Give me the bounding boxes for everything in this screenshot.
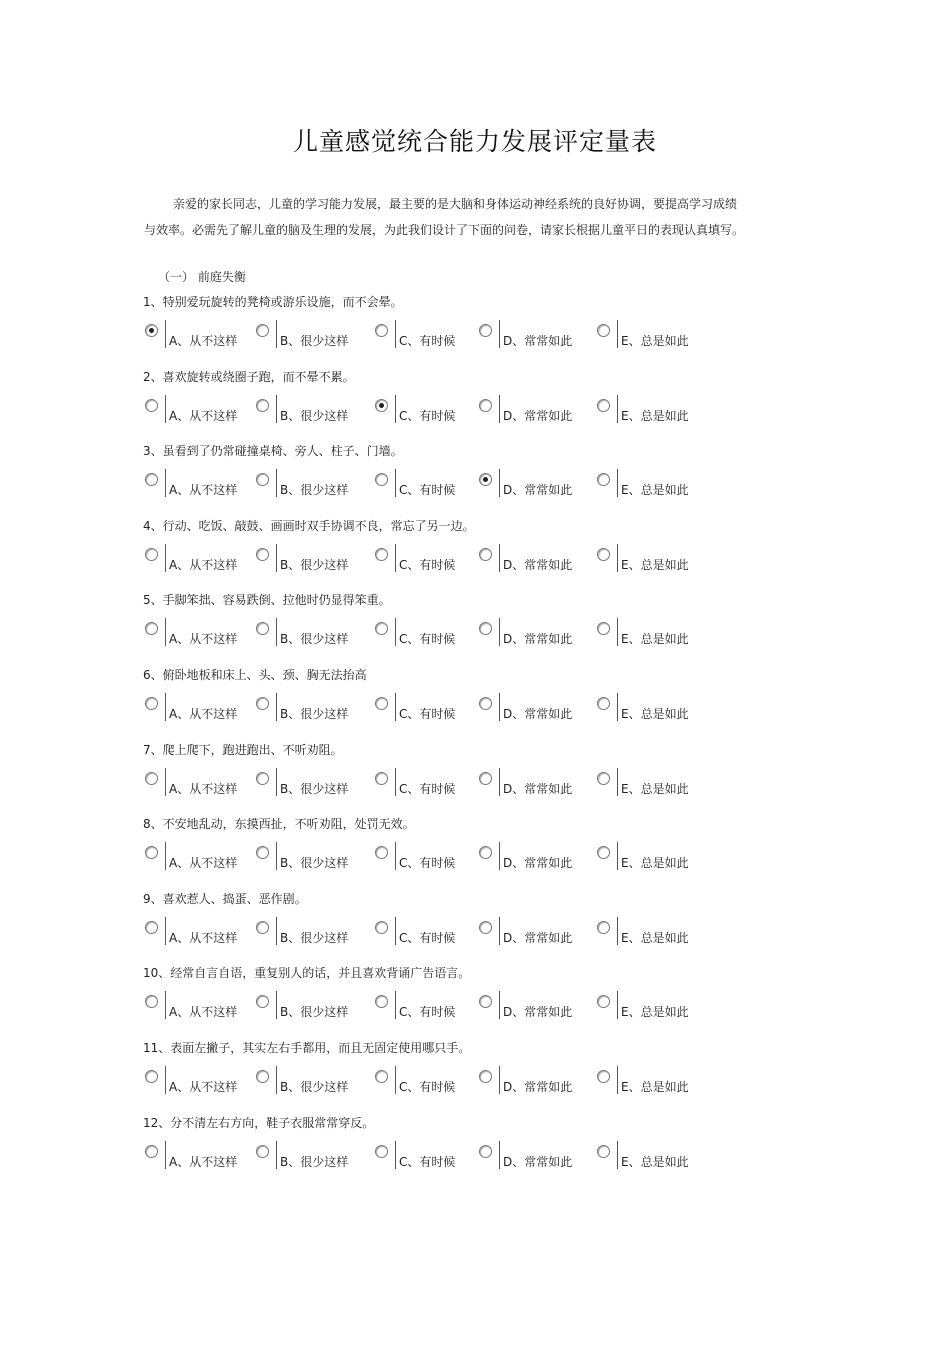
question-item: [0, 1039, 950, 1113]
question-text: 6、俯卧地板和床上、头、颈、胸无法抬高: [143, 668, 367, 682]
option-label: C、有时候: [399, 781, 456, 796]
option-label: E、总是如此: [621, 334, 689, 348]
option-divider: [276, 1141, 277, 1169]
radio-button-icon[interactable]: [375, 399, 388, 412]
question-item: [0, 964, 950, 1038]
question-text: 9、喜欢惹人、捣蛋、恶作剧。: [143, 891, 307, 906]
option-label: E、总是如此: [621, 781, 689, 796]
option-label: C、有时候: [399, 334, 456, 348]
option-label: D、常常如此: [503, 707, 573, 721]
radio-button-icon[interactable]: [256, 1145, 269, 1158]
option-divider: [499, 693, 500, 721]
option-divider: [617, 917, 618, 945]
option-label: D、常常如此: [503, 483, 573, 498]
section-heading: （一） 前庭失衡: [158, 270, 246, 284]
radio-button-icon[interactable]: [256, 697, 269, 710]
question-text: 10、经常自言自语，重复别人的话，并且喜欢背诵广告语言。: [143, 966, 471, 981]
radio-button-icon[interactable]: [145, 1145, 158, 1158]
option-label: C、有时候: [399, 408, 456, 423]
question-text: 2、喜欢旋转或绕圈子跑，而不晕不累。: [143, 369, 355, 384]
option-label: B、很少这样: [280, 856, 349, 871]
option-divider: [617, 768, 618, 796]
option-divider: [165, 693, 166, 721]
option-label: D、常常如此: [503, 856, 573, 871]
radio-button-icon[interactable]: [375, 622, 388, 635]
question-item: [0, 1114, 950, 1188]
option-label: B、很少这样: [280, 1154, 349, 1169]
option-divider: [499, 917, 500, 945]
radio-button-icon[interactable]: [256, 1070, 269, 1083]
option-label: A、从不这样: [169, 1005, 238, 1020]
radio-button-icon[interactable]: [375, 1145, 388, 1158]
option-label: A、从不这样: [169, 483, 238, 498]
radio-button-icon[interactable]: [597, 622, 610, 635]
question-text: 11、表面左撇子，其实左右手都用，而且无固定使用哪只手。: [143, 1041, 471, 1055]
option-label: D、常常如此: [503, 1005, 573, 1020]
question-text: 4、行动、吃饭、敲鼓、画画时双手协调不良，常忘了另一边。: [143, 518, 475, 533]
radio-button-icon[interactable]: [145, 473, 158, 486]
question-text: 12、分不清左右方向，鞋子衣服常常穿反。: [143, 1115, 375, 1130]
option-divider: [395, 693, 396, 721]
option-label: C、有时候: [399, 1080, 456, 1094]
radio-button-icon[interactable]: [145, 548, 158, 561]
option-label: C、有时候: [399, 707, 456, 721]
option-label: A、从不这样: [169, 930, 238, 945]
option-divider: [165, 618, 166, 646]
question-item: [0, 815, 950, 889]
option-label: C、有时候: [399, 1154, 456, 1169]
radio-button-icon[interactable]: [597, 995, 610, 1008]
radio-button-icon[interactable]: [145, 846, 158, 859]
radio-button-icon[interactable]: [479, 772, 492, 785]
option-label: C、有时候: [399, 1005, 456, 1020]
question-item: [0, 442, 950, 516]
radio-button-icon[interactable]: [145, 622, 158, 635]
option-divider: [395, 544, 396, 572]
option-divider: [617, 618, 618, 646]
radio-button-icon[interactable]: [375, 548, 388, 561]
option-divider: [395, 917, 396, 945]
question-text: 7、爬上爬下，跑进跑出、不听劝阻。: [143, 742, 343, 757]
radio-button-icon[interactable]: [256, 772, 269, 785]
option-divider: [165, 544, 166, 572]
radio-button-icon[interactable]: [597, 399, 610, 412]
option-divider: [617, 693, 618, 721]
radio-button-icon[interactable]: [375, 995, 388, 1008]
option-divider: [395, 991, 396, 1019]
radio-button-icon[interactable]: [597, 324, 610, 337]
option-divider: [276, 917, 277, 945]
option-divider: [276, 618, 277, 646]
question-item: [0, 666, 950, 740]
option-divider: [276, 991, 277, 1019]
option-divider: [499, 842, 500, 870]
option-divider: [165, 1066, 166, 1094]
option-divider: [395, 1141, 396, 1169]
option-divider: [395, 1066, 396, 1094]
option-label: B、很少这样: [280, 1005, 349, 1020]
radio-button-icon[interactable]: [256, 399, 269, 412]
option-divider: [276, 469, 277, 497]
option-divider: [617, 842, 618, 870]
option-divider: [395, 768, 396, 796]
option-divider: [395, 320, 396, 348]
option-divider: [617, 991, 618, 1019]
option-label: A、从不这样: [169, 408, 238, 423]
radio-button-icon[interactable]: [479, 324, 492, 337]
radio-button-icon[interactable]: [375, 324, 388, 337]
option-divider: [499, 768, 500, 796]
option-divider: [617, 469, 618, 497]
option-label: B、很少这样: [280, 483, 349, 498]
option-label: E、总是如此: [621, 483, 689, 498]
option-label: E、总是如此: [621, 1005, 689, 1020]
option-divider: [276, 842, 277, 870]
question-item: [0, 293, 950, 367]
radio-button-icon[interactable]: [479, 846, 492, 859]
option-label: E、总是如此: [621, 1154, 689, 1169]
option-label: E、总是如此: [621, 632, 689, 647]
option-divider: [276, 320, 277, 348]
question-item: [0, 890, 950, 964]
option-label: C、有时候: [399, 557, 456, 572]
radio-button-icon[interactable]: [479, 995, 492, 1008]
option-divider: [617, 320, 618, 348]
option-label: E、总是如此: [621, 1080, 689, 1094]
radio-button-icon[interactable]: [145, 1070, 158, 1083]
radio-button-icon[interactable]: [479, 622, 492, 635]
radio-button-icon[interactable]: [479, 1145, 492, 1158]
question-text: 5、手脚笨拙、容易跌倒、拉他时仍显得笨重。: [143, 593, 391, 608]
radio-button-icon[interactable]: [479, 697, 492, 710]
radio-button-icon[interactable]: [256, 995, 269, 1008]
radio-button-icon[interactable]: [145, 399, 158, 412]
intro-paragraph: 亲爱的家长同志，儿童的学习能力发展，最主要的是大脑和身体运动神经系统的良好协调，要提高学习成绩与效率。必需先了解儿童的脑及生理的发展，为此我们设计了下面的问卷，请家长根据儿童平日的表现认真填写。: [144, 197, 745, 237]
option-divider: [165, 768, 166, 796]
option-divider: [395, 842, 396, 870]
document-title: 儿童感觉统合能力发展评定量表: [292, 127, 657, 156]
radio-button-icon[interactable]: [597, 846, 610, 859]
radio-button-icon[interactable]: [375, 1070, 388, 1083]
option-label: D、常常如此: [503, 632, 573, 647]
option-divider: [617, 1066, 618, 1094]
option-label: B、很少这样: [280, 334, 349, 348]
radio-button-icon[interactable]: [597, 1145, 610, 1158]
option-divider: [165, 469, 166, 497]
option-divider: [165, 320, 166, 348]
radio-button-icon[interactable]: [597, 921, 610, 934]
option-label: C、有时候: [399, 930, 456, 945]
option-label: A、从不这样: [169, 781, 238, 796]
option-label: E、总是如此: [621, 930, 689, 945]
option-divider: [617, 1141, 618, 1169]
option-divider: [165, 991, 166, 1019]
radio-button-icon[interactable]: [145, 324, 158, 337]
option-label: D、常常如此: [503, 930, 573, 945]
option-divider: [499, 320, 500, 348]
option-divider: [276, 693, 277, 721]
option-divider: [499, 1141, 500, 1169]
option-label: E、总是如此: [621, 557, 689, 572]
option-divider: [499, 1066, 500, 1094]
radio-button-icon[interactable]: [597, 697, 610, 710]
option-label: E、总是如此: [621, 408, 689, 423]
question-item: [0, 517, 950, 591]
option-divider: [499, 544, 500, 572]
radio-button-icon[interactable]: [375, 697, 388, 710]
option-divider: [165, 842, 166, 870]
option-label: A、从不这样: [169, 1154, 238, 1169]
radio-button-icon[interactable]: [479, 473, 492, 486]
option-label: B、很少这样: [280, 557, 349, 572]
option-label: D、常常如此: [503, 1080, 573, 1094]
option-divider: [276, 395, 277, 423]
radio-button-icon[interactable]: [256, 846, 269, 859]
option-label: D、常常如此: [503, 334, 573, 348]
radio-button-icon[interactable]: [256, 324, 269, 337]
option-divider: [499, 395, 500, 423]
question-item: [0, 368, 950, 442]
option-label: A、从不这样: [169, 707, 238, 721]
radio-button-icon[interactable]: [597, 1070, 610, 1083]
option-divider: [499, 618, 500, 646]
option-divider: [276, 768, 277, 796]
option-label: D、常常如此: [503, 557, 573, 572]
radio-button-icon[interactable]: [479, 548, 492, 561]
question-item: [0, 741, 950, 815]
option-divider: [617, 395, 618, 423]
option-label: E、总是如此: [621, 856, 689, 871]
option-label: B、很少这样: [280, 707, 349, 721]
radio-button-icon[interactable]: [597, 772, 610, 785]
radio-button-icon[interactable]: [145, 772, 158, 785]
option-divider: [617, 544, 618, 572]
radio-button-icon[interactable]: [479, 1070, 492, 1083]
option-label: E、总是如此: [621, 707, 689, 721]
option-divider: [395, 395, 396, 423]
question-text: 1、特别爱玩旋转的凳椅或游乐设施，而不会晕。: [143, 295, 403, 309]
radio-button-icon[interactable]: [375, 473, 388, 486]
option-label: B、很少这样: [280, 408, 349, 423]
radio-button-icon[interactable]: [256, 921, 269, 934]
radio-button-icon[interactable]: [597, 548, 610, 561]
radio-button-icon[interactable]: [479, 399, 492, 412]
option-label: B、很少这样: [280, 1080, 349, 1094]
question-item: [0, 591, 950, 665]
radio-button-icon[interactable]: [375, 772, 388, 785]
radio-button-icon[interactable]: [375, 846, 388, 859]
option-label: D、常常如此: [503, 408, 573, 423]
radio-button-icon[interactable]: [256, 622, 269, 635]
option-divider: [499, 991, 500, 1019]
radio-button-icon[interactable]: [145, 697, 158, 710]
option-divider: [499, 469, 500, 497]
question-text: 3、虽看到了仍常碰撞桌椅、旁人、柱子、门墙。: [143, 444, 403, 459]
option-label: C、有时候: [399, 632, 456, 647]
radio-button-icon[interactable]: [145, 921, 158, 934]
option-label: B、很少这样: [280, 930, 349, 945]
radio-button-icon[interactable]: [375, 921, 388, 934]
option-divider: [276, 544, 277, 572]
option-divider: [165, 1141, 166, 1169]
option-label: D、常常如此: [503, 1154, 573, 1169]
option-label: B、很少这样: [280, 632, 349, 647]
radio-button-icon[interactable]: [597, 473, 610, 486]
option-label: A、从不这样: [169, 557, 238, 572]
radio-button-icon[interactable]: [479, 921, 492, 934]
radio-button-icon[interactable]: [145, 995, 158, 1008]
option-label: A、从不这样: [169, 632, 238, 647]
option-label: B、很少这样: [280, 781, 349, 796]
option-divider: [165, 917, 166, 945]
option-label: A、从不这样: [169, 1080, 238, 1094]
radio-button-icon[interactable]: [256, 473, 269, 486]
option-divider: [395, 618, 396, 646]
option-divider: [165, 395, 166, 423]
option-label: D、常常如此: [503, 781, 573, 796]
radio-button-icon[interactable]: [256, 548, 269, 561]
option-divider: [395, 469, 396, 497]
option-label: A、从不这样: [169, 856, 238, 871]
option-label: C、有时候: [399, 483, 456, 498]
question-text: 8、不安地乱动，东摸西扯，不听劝阻，处罚无效。: [143, 817, 415, 832]
option-divider: [276, 1066, 277, 1094]
option-label: A、从不这样: [169, 334, 238, 348]
option-label: C、有时候: [399, 856, 456, 871]
